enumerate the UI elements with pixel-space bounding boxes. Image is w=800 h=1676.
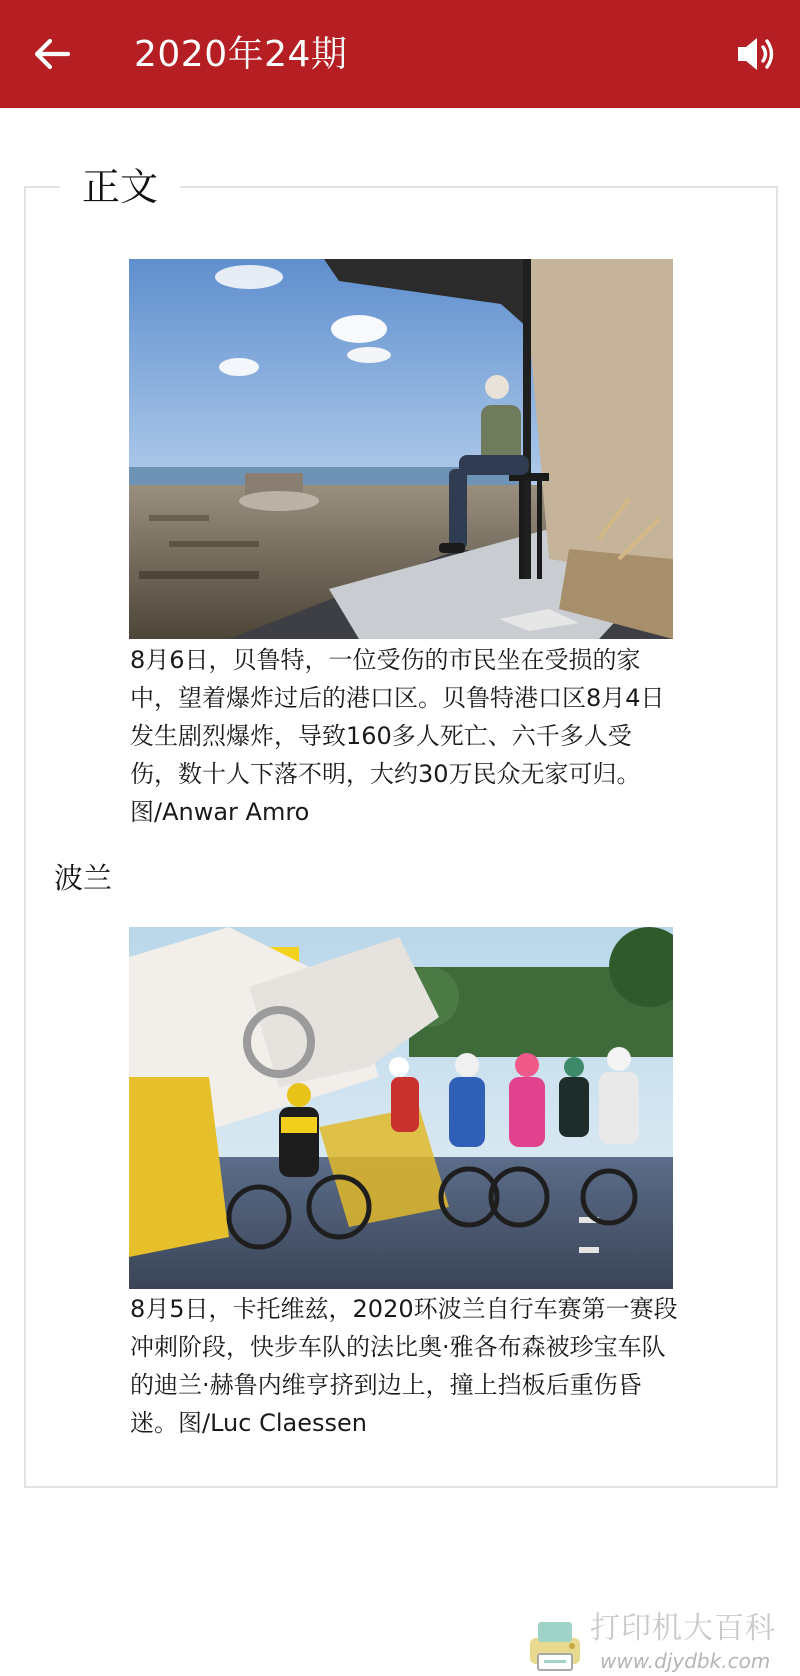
- article-photo-cycling[interactable]: [129, 927, 673, 1289]
- speaker-volume-icon: [726, 24, 786, 84]
- arrow-left-icon: [22, 24, 82, 84]
- photo-caption-beirut: 8月6日，贝鲁特，一位受伤的市民坐在受损的家中，望着爆炸过后的港口区。贝鲁特港口区8月4日发生剧烈爆炸，导致160多人死亡、六千多人受伤，数十人下落不明，大约30万民众无家可归。图/Anwar Amro: [130, 646, 665, 826]
- app-title: 2020年24期: [134, 34, 348, 75]
- watermark-site-url: www.djydbk.com: [600, 1649, 771, 1673]
- watermark-site-name: 打印机大百科: [590, 1611, 776, 1646]
- frame-label: 正文: [60, 160, 180, 214]
- app-bar: [0, 0, 800, 108]
- site-watermark: [524, 1610, 800, 1676]
- photo-caption-cycling: 8月5日，卡托维兹，2020环波兰自行车赛第一赛段冲刺阶段，快步车队的法比奥·雅各布森被珍宝车队的迪兰·赫鲁内维亨挤到边上，撞上挡板后重伤昏迷。图/Luc Claessen: [130, 1295, 678, 1437]
- photo-cycling-image: [129, 927, 673, 1289]
- printer-icon: [524, 1616, 586, 1674]
- section-heading: 波兰: [54, 861, 113, 895]
- read-aloud-button[interactable]: [726, 24, 786, 84]
- photo-beirut-image: [129, 259, 673, 639]
- article-photo-beirut[interactable]: [129, 259, 673, 639]
- back-button[interactable]: [22, 24, 82, 84]
